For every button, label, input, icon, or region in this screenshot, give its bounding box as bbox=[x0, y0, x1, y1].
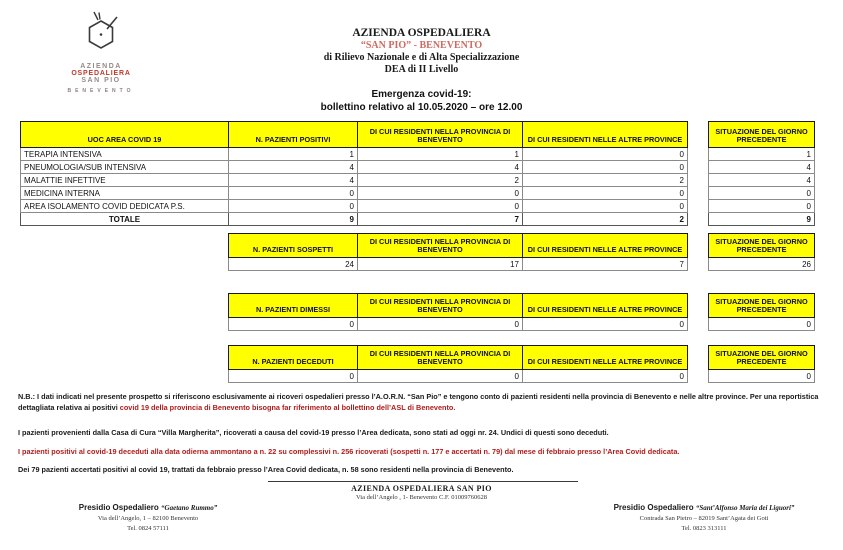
cell-benevento-totale: 7 bbox=[358, 213, 523, 226]
org-name: AZIENDA OSPEDALIERA bbox=[352, 27, 491, 39]
col-header-dimessi: N. PAZIENTI DIMESSI bbox=[229, 294, 358, 318]
cell-precedente: 4 bbox=[709, 174, 815, 187]
cell-benevento: 1 bbox=[358, 148, 523, 161]
cell-positivi: 0 bbox=[229, 200, 358, 213]
cell-benevento: 17 bbox=[358, 258, 523, 271]
cell-benevento: 0 bbox=[358, 318, 523, 331]
suspected-patients-table bbox=[228, 233, 688, 271]
presidio-right-name: Presidio Ospedaliero “Sant’Alfonso Maria dei Liguori” bbox=[613, 503, 795, 512]
cell-benevento: 4 bbox=[358, 161, 523, 174]
table-row-pneumologia bbox=[21, 161, 688, 174]
col-header-altre-province: DI CUI RESIDENTI NELLE ALTRE PROVINCE bbox=[523, 346, 688, 370]
cell-altre: 7 bbox=[523, 258, 688, 271]
row-label: PNEUMOLOGIA/SUB INTENSIVA bbox=[21, 161, 229, 174]
bulletin-title bbox=[0, 88, 843, 114]
logo-text-benevento: BENEVENTO bbox=[67, 88, 135, 94]
row-label: MALATTIE INFETTIVE bbox=[21, 174, 229, 187]
col-header-altre-province: DI CUI RESIDENTI NELLE ALTRE PROVINCE bbox=[523, 122, 688, 148]
note-nb-text: N.B.: I dati indicati nel presente prospetto si riferiscono esclusivamente ai ricoveri ospedalieri presso l’A.O.R.N. “San Pio” e tengono conto di pazienti residenti nella provincia di Benevento e nelle altre province. Per una reportistica dettagliata relativa ai positivi bbox=[18, 392, 819, 412]
col-header-altre-province: DI CUI RESIDENTI NELLE ALTRE PROVINCE bbox=[523, 294, 688, 318]
footer-presidio-right bbox=[575, 502, 833, 535]
cell-altre-totale: 2 bbox=[523, 213, 688, 226]
previous-day-column-main bbox=[708, 121, 815, 226]
cell-altre: 0 bbox=[523, 148, 688, 161]
cell-precedente: 4 bbox=[709, 161, 815, 174]
cell-altre: 0 bbox=[523, 161, 688, 174]
col-header-benevento: DI CUI RESIDENTI NELLA PROVINCIA DI BENEVENTO bbox=[358, 346, 523, 370]
presidio-right-quoted-name: “Sant’Alfonso Maria dei Liguori” bbox=[695, 504, 795, 512]
previous-day-column-deceduti bbox=[708, 345, 815, 383]
cell-sospetti: 24 bbox=[229, 258, 358, 271]
discharged-patients-table bbox=[228, 293, 688, 331]
presidio-left-name: Presidio Ospedaliero “Gaetano Rummo” bbox=[78, 503, 218, 512]
deceased-patients-table bbox=[228, 345, 688, 383]
note-villa-margherita: I pazienti provenienti dalla Casa di Cura “Villa Margherita”, ricoverati a causa del covid-19 presso l’Area dedicata, sono stati ad oggi nr. 24. Undici di questi sono deceduti. bbox=[18, 428, 609, 437]
cell-benevento: 0 bbox=[358, 370, 523, 383]
note-nb-red-text: covid 19 della provincia di Benevento bisogna far riferimento al bollettino dell’ASL di Benevento. bbox=[119, 402, 456, 412]
cell-positivi: 4 bbox=[229, 174, 358, 187]
col-header-sospetti: N. PAZIENTI SOSPETTI bbox=[229, 234, 358, 258]
col-header-deceduti: N. PAZIENTI DECEDUTI bbox=[229, 346, 358, 370]
logo-text-azienda: AZIENDA bbox=[80, 63, 122, 70]
row-label: MEDICINA INTERNA bbox=[21, 187, 229, 200]
presidio-left-address: Via dell’Angelo, 1 – 82100 Benevento bbox=[97, 515, 199, 523]
cell-deceduti: 0 bbox=[229, 370, 358, 383]
footer-org-address: Via dell’Angelo , 1- Benevento C.F. 01009760628 bbox=[355, 494, 488, 501]
footer-presidio-left bbox=[38, 502, 258, 535]
footer-divider bbox=[268, 481, 578, 482]
col-header-giorno-precedente: SITUAZIONE DEL GIORNO PRECEDENTE bbox=[709, 294, 815, 318]
previous-day-column-dimessi bbox=[708, 293, 815, 331]
cell-altre: 0 bbox=[523, 318, 688, 331]
note-accertati: Dei 79 pazienti accertati positivi al covid 19, trattati da febbraio presso l’Area Covid dedicata, n. 58 sono residenti nella provincia di Benevento. bbox=[18, 465, 514, 474]
cell-precedente: 26 bbox=[709, 258, 815, 271]
footer-center bbox=[0, 484, 843, 501]
col-header-giorno-precedente: SITUAZIONE DEL GIORNO PRECEDENTE bbox=[709, 234, 815, 258]
row-label-totale: TOTALE bbox=[21, 213, 229, 226]
cell-positivi-totale: 9 bbox=[229, 213, 358, 226]
cell-benevento: 2 bbox=[358, 174, 523, 187]
table-row-malattie-infettive bbox=[21, 174, 688, 187]
note-nb bbox=[18, 392, 830, 414]
cell-precedente: 0 bbox=[709, 318, 815, 331]
org-dea-level: DEA di II Livello bbox=[384, 64, 459, 76]
col-header-benevento: DI CUI RESIDENTI NELLA PROVINCIA DI BENEVENTO bbox=[358, 122, 523, 148]
cell-benevento: 0 bbox=[358, 187, 523, 200]
cell-precedente-totale: 9 bbox=[709, 213, 815, 226]
table-row-terapia-intensiva bbox=[21, 148, 688, 161]
cell-positivi: 1 bbox=[229, 148, 358, 161]
col-header-uoc: UOC AREA COVID 19 bbox=[21, 122, 229, 148]
cell-benevento: 0 bbox=[358, 200, 523, 213]
cell-positivi: 0 bbox=[229, 187, 358, 200]
bulletin-title-line1: Emergenza covid-19: bbox=[371, 89, 472, 100]
col-header-altre-province: DI CUI RESIDENTI NELLE ALTRE PROVINCE bbox=[523, 234, 688, 258]
cell-precedente: 0 bbox=[709, 370, 815, 383]
col-header-positivi: N. PAZIENTI POSITIVI bbox=[229, 122, 358, 148]
covid-wards-table bbox=[20, 121, 688, 226]
cell-altre: 2 bbox=[523, 174, 688, 187]
covid-wards-header-row bbox=[21, 122, 688, 148]
cell-dimessi: 0 bbox=[229, 318, 358, 331]
cell-altre: 0 bbox=[523, 187, 688, 200]
cell-precedente: 0 bbox=[709, 187, 815, 200]
col-header-giorno-precedente: SITUAZIONE DEL GIORNO PRECEDENTE bbox=[709, 122, 815, 148]
note-deceduti: I pazienti positivi al covid-19 deceduti alla data odierna ammontano a n. 22 su complessivi n. 256 ricoverati (sospetti n. 177 e accertati n. 79) dal mese di febbraio presso l’Area Covid dedicata. bbox=[18, 447, 680, 456]
previous-day-column-sospetti bbox=[708, 233, 815, 271]
presidio-left-quoted-name: “Gaetano Rummo” bbox=[161, 504, 218, 512]
org-description: di Rilievo Nazionale e di Alta Specializzazione bbox=[323, 52, 520, 64]
presidio-right-tel: Tel. 0823 313111 bbox=[681, 525, 727, 533]
table-row-area-isolamento bbox=[21, 200, 688, 213]
cell-positivi: 4 bbox=[229, 161, 358, 174]
cell-altre: 0 bbox=[523, 370, 688, 383]
logo-text-sanpio: SAN PIO bbox=[81, 77, 121, 84]
col-header-benevento: DI CUI RESIDENTI NELLA PROVINCIA DI BENEVENTO bbox=[358, 234, 523, 258]
org-subname: “SAN PIO” - BENEVENTO bbox=[360, 40, 483, 52]
footer-org-name: AZIENDA OSPEDALIERA SAN PIO bbox=[351, 484, 492, 493]
table-row-medicina-interna bbox=[21, 187, 688, 200]
presidio-right-address: Contrada San Pietro – 82019 Sant’Agata dei Goti bbox=[639, 515, 769, 523]
row-label: AREA ISOLAMENTO COVID DEDICATA P.S. bbox=[21, 200, 229, 213]
cell-precedente: 1 bbox=[709, 148, 815, 161]
presidio-left-tel: Tel. 0824 57111 bbox=[127, 525, 169, 533]
logo-text-ospedaliera: OSPEDALIERA bbox=[71, 70, 131, 77]
table-row-totale bbox=[21, 213, 688, 226]
cell-altre: 0 bbox=[523, 200, 688, 213]
bulletin-title-line2: bollettino relativo al 10.05.2020 – ore 12.00 bbox=[320, 102, 523, 113]
cell-precedente: 0 bbox=[709, 200, 815, 213]
col-header-benevento: DI CUI RESIDENTI NELLA PROVINCIA DI BENEVENTO bbox=[358, 294, 523, 318]
col-header-giorno-precedente: SITUAZIONE DEL GIORNO PRECEDENTE bbox=[709, 346, 815, 370]
row-label: TERAPIA INTENSIVA bbox=[21, 148, 229, 161]
letterhead bbox=[0, 26, 843, 77]
